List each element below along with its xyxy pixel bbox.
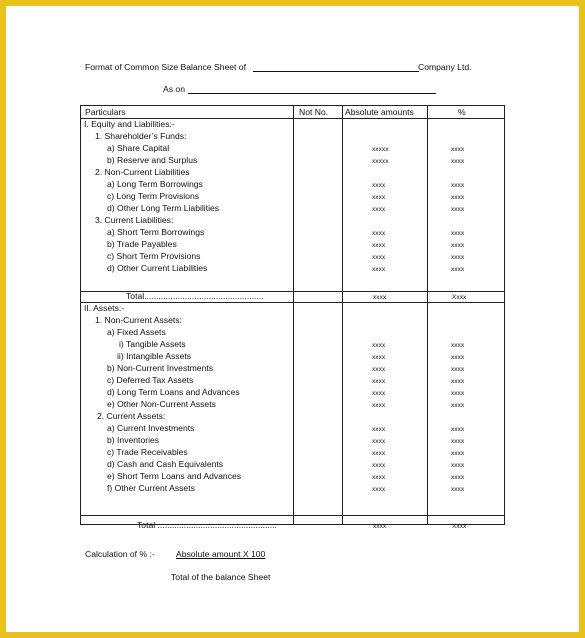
total-label-liabilities: Total.................................................. — [126, 291, 264, 301]
row-label: b) Trade Payables — [107, 239, 177, 249]
row-percent: xxxx — [451, 194, 465, 201]
row-percent: xxxx — [451, 462, 465, 469]
row-absolute-amount: xxxx — [372, 254, 386, 261]
column-divider — [427, 106, 428, 524]
row-label: e) Other Non-Current Assets — [107, 399, 216, 409]
row-absolute-amount: xxxx — [372, 230, 386, 237]
row-label: d) Cash and Cash Equivalents — [107, 459, 224, 469]
row-label: c) Trade Receivables — [107, 447, 188, 457]
row-label: b) Reserve and Surplus — [107, 155, 198, 165]
column-divider — [342, 106, 343, 524]
company-suffix: Company Ltd. — [418, 62, 472, 72]
row-percent: xxxx — [451, 450, 465, 457]
row-label: a) Long Term Borrowings — [107, 179, 203, 189]
total-percent-assets: Xxxx — [452, 523, 467, 530]
row-percent: xxxx — [451, 254, 465, 261]
row-percent: xxxx — [451, 242, 465, 249]
row-label: i) Tangible Assets — [119, 339, 186, 349]
row-percent: xxxx — [451, 438, 465, 445]
total-absolute-assets: xxxx — [373, 523, 387, 530]
column-divider — [293, 106, 294, 524]
row-label: 2. Non-Current Liabilities — [95, 167, 190, 177]
row-percent: xxxx — [451, 378, 465, 385]
row-label: 2. Current Assets: — [97, 411, 166, 421]
row-label: c) Deferred Tax Assets — [107, 375, 194, 385]
row-absolute-amount: xxxx — [372, 194, 386, 201]
total-label-assets: Total .................................................. — [137, 520, 277, 530]
date-blank — [188, 93, 436, 94]
format-title: Format of Common Size Balance Sheet of — [85, 62, 246, 72]
row-percent: xxxx — [451, 402, 465, 409]
row-absolute-amount: xxxx — [372, 438, 386, 445]
row-label: 1. Non-Current Assets: — [95, 315, 182, 325]
row-label: ii) Intangible Assets — [117, 351, 192, 361]
row-percent: xxxx — [451, 390, 465, 397]
row-percent: xxxx — [451, 426, 465, 433]
row-percent: xxxx — [451, 230, 465, 237]
section-title-assets: II. Assets:- — [84, 303, 125, 313]
row-label: a) Current Investments — [107, 423, 195, 433]
row-label: d) Long Term Loans and Advances — [107, 387, 240, 397]
balance-sheet-table — [80, 105, 505, 530]
company-name-blank — [253, 71, 419, 72]
row-label: f) Other Current Assets — [107, 483, 195, 493]
row-percent: xxxx — [451, 146, 465, 153]
total-percent-liabilities: Xxxx — [452, 294, 467, 301]
row-label: b) Inventories — [107, 435, 160, 445]
row-absolute-amount: xxxx — [372, 242, 386, 249]
row-label: d) Other Current Liabilities — [107, 263, 208, 273]
row-absolute-amount: xxxx — [372, 366, 386, 373]
header-percent: % — [458, 107, 466, 117]
calculation-numerator: Absolute amount X 100 — [176, 549, 266, 559]
row-absolute-amount: xxxxx — [372, 146, 389, 153]
row-absolute-amount: xxxx — [372, 182, 386, 189]
row-percent: xxxx — [451, 474, 465, 481]
section-divider — [81, 302, 504, 303]
row-label: 3. Current Liabilities: — [95, 215, 174, 225]
row-label: d) Other Long Term Liabilities — [107, 203, 220, 213]
section-title-equity-liabilities: I. Equity and Liabilities:- — [84, 119, 175, 129]
row-percent: xxxx — [451, 486, 465, 493]
row-label: c) Short Term Provisions — [107, 251, 201, 261]
calculation-label: Calculation of % :- — [85, 549, 155, 559]
row-absolute-amount: xxxx — [372, 378, 386, 385]
row-label: c) Long Term Provisions — [107, 191, 200, 201]
row-absolute-amount: xxxx — [372, 486, 386, 493]
row-percent: xxxx — [451, 206, 465, 213]
row-absolute-amount: xxxx — [372, 206, 386, 213]
row-percent: xxxx — [451, 266, 465, 273]
row-label: a) Fixed Assets — [107, 327, 166, 337]
header-absolute: Absolute amounts — [345, 107, 414, 117]
row-absolute-amount: xxxx — [372, 426, 386, 433]
row-percent: xxxx — [451, 342, 465, 349]
row-label: e) Short Term Loans and Advances — [107, 471, 242, 481]
row-absolute-amount: xxxx — [372, 390, 386, 397]
row-label: b) Non-Current Investments — [107, 363, 214, 373]
row-percent: xxxx — [451, 354, 465, 361]
row-absolute-amount: xxxx — [372, 266, 386, 273]
calculation-denominator: Total of the balance Sheet — [171, 572, 271, 582]
total-divider — [81, 515, 504, 516]
as-on-label: As on — [163, 84, 185, 94]
row-absolute-amount: xxxx — [372, 474, 386, 481]
row-absolute-amount: xxxx — [372, 462, 386, 469]
row-label: a) Short Term Borrowings — [107, 227, 205, 237]
row-percent: xxxx — [451, 182, 465, 189]
row-label: a) Share Capital — [107, 143, 170, 153]
row-label: 1. Shareholder’s Funds: — [95, 131, 187, 141]
row-absolute-amount: xxxx — [372, 450, 386, 457]
document-page — [6, 6, 579, 632]
row-percent: xxxx — [451, 158, 465, 165]
row-percent: xxxx — [451, 366, 465, 373]
row-absolute-amount: xxxx — [372, 402, 386, 409]
row-absolute-amount: xxxx — [372, 354, 386, 361]
header-particulars: Particulars — [85, 107, 126, 117]
row-absolute-amount: xxxx — [372, 342, 386, 349]
total-absolute-liabilities: xxxx — [373, 294, 387, 301]
row-absolute-amount: xxxxx — [372, 158, 389, 165]
header-note: Not No. — [299, 107, 329, 117]
